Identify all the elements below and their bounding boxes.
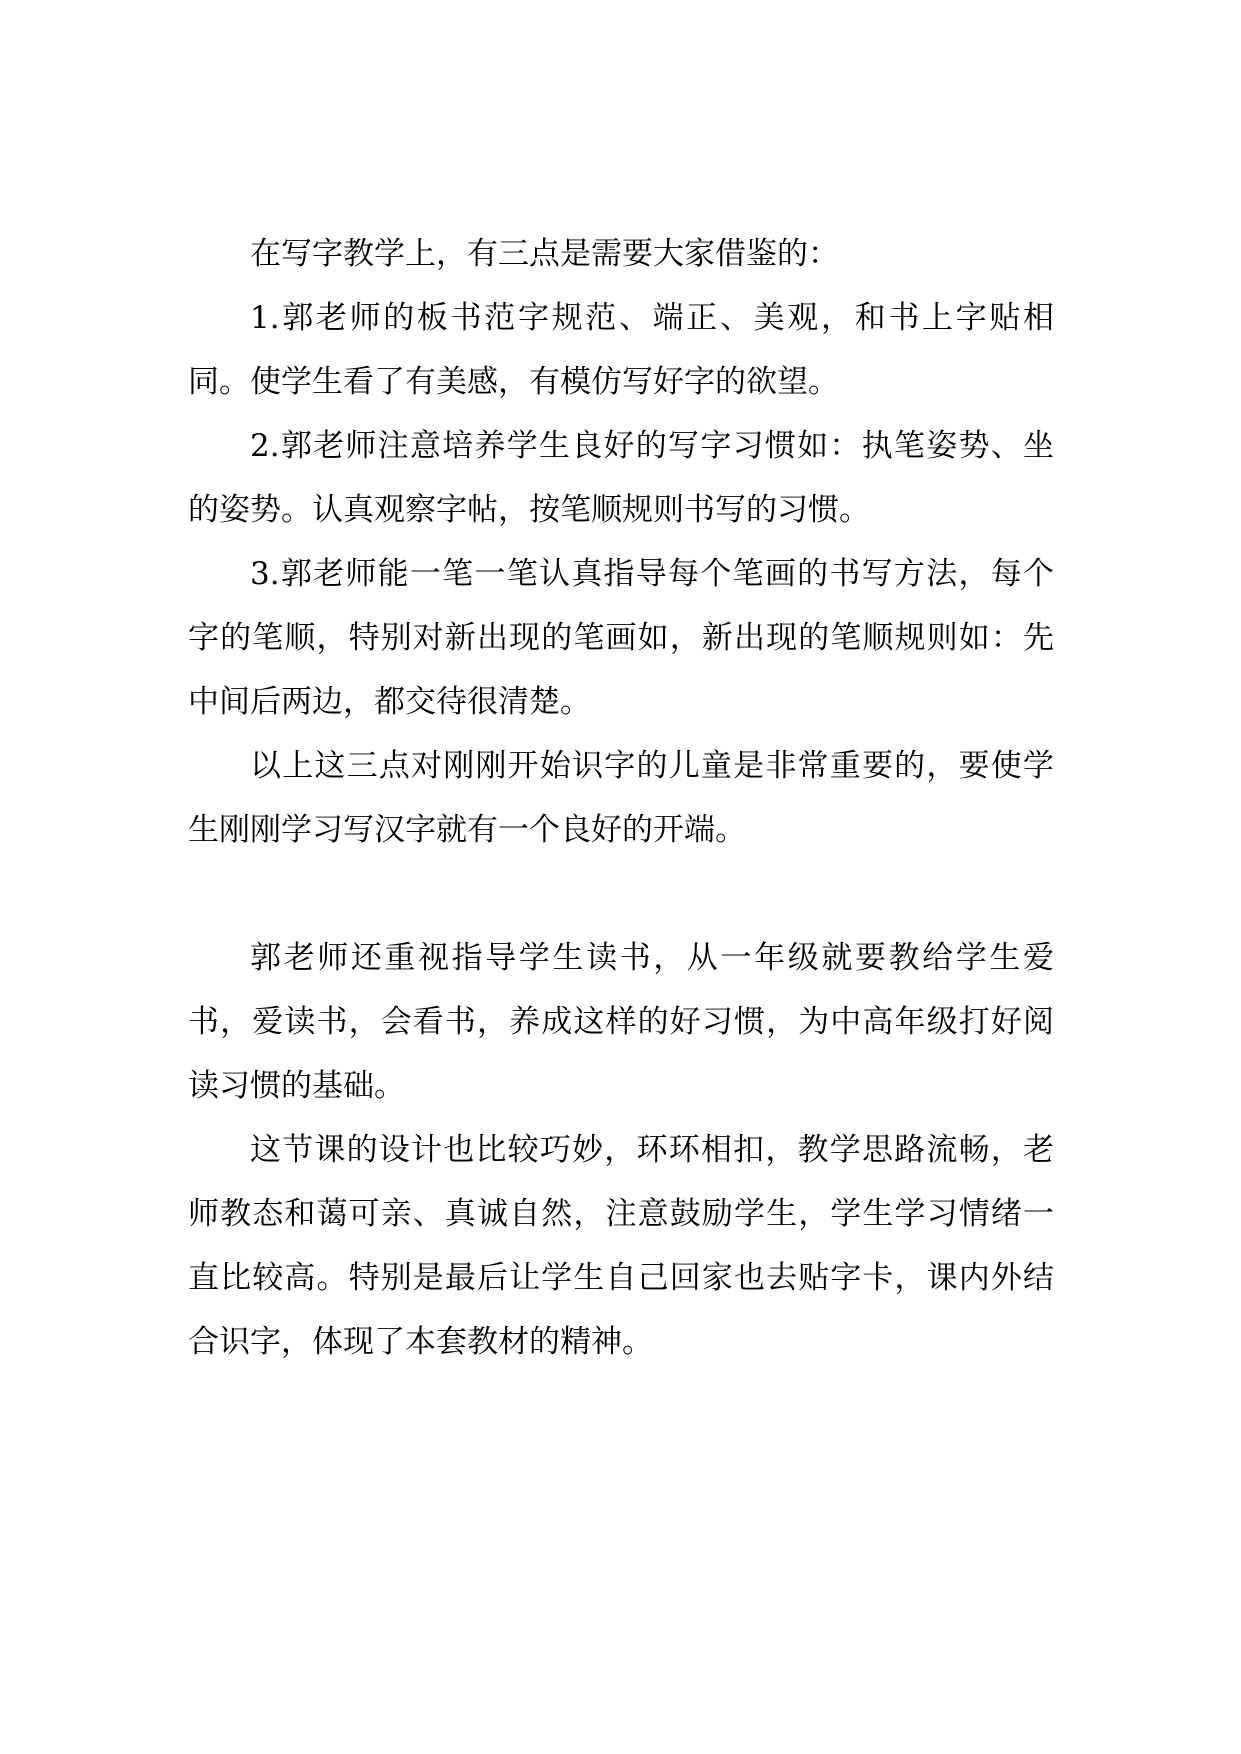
paragraph-lesson-design: 这节课的设计也比较巧妙，环环相扣，教学思路流畅，老师教态和蔼可亲、真诚自然，注意鼓励学生，学生学习情绪一直比较高。特别是最后让学生自己回家也去贴字卡，课内外结合识字，体现了本套教材的精神。 <box>188 1132 1054 1360</box>
paragraph-point-2: 2.郭老师注意培养学生良好的写字习惯如：执笔姿势、坐的姿势。认真观察字帖，按笔顺规则书写的习惯。 <box>188 428 1054 528</box>
paragraph-intro: 在写字教学上，有三点是需要大家借鉴的： <box>250 236 839 272</box>
paragraph-point-3: 3.郭老师能一笔一笔认真指导每个笔画的书写方法，每个字的笔顺，特别对新出现的笔画如，新出现的笔顺规则如：先中间后两边，都交待很清楚。 <box>188 556 1054 720</box>
document-body <box>188 222 1054 1374</box>
paragraph-point-1: 1.郭老师的板书范字规范、端正、美观，和书上字贴相同。使学生看了有美感，有模仿写好字的欲望。 <box>188 300 1054 400</box>
paragraph-reading: 郭老师还重视指导学生读书，从一年级就要教给学生爱书，爱读书，会看书，养成这样的好习惯，为中高年级打好阅读习惯的基础。 <box>188 940 1054 1104</box>
paragraph-summary: 以上这三点对刚刚开始识字的儿童是非常重要的，要使学生刚刚学习写汉字就有一个良好的开端。 <box>188 748 1054 848</box>
